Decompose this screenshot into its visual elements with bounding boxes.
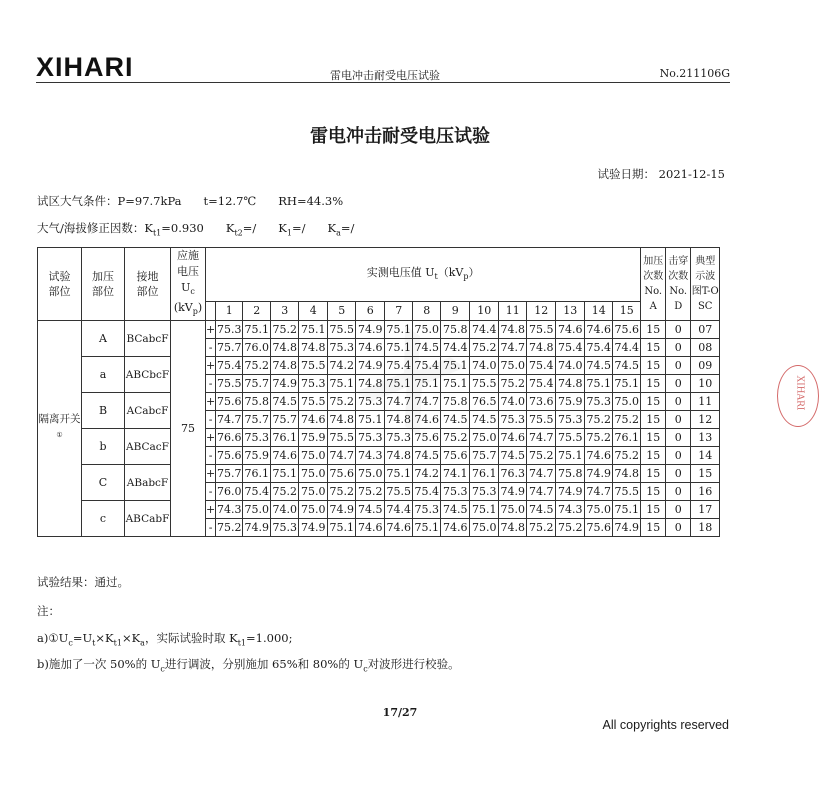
measured-voltage-cell: 74.2 (413, 465, 441, 483)
measured-voltage-cell: 75.1 (243, 321, 271, 339)
measured-voltage-cell: 76.3 (499, 465, 527, 483)
shot-number-header: 11 (499, 302, 527, 321)
page-title: 雷电冲击耐受电压试验 (310, 126, 490, 147)
shot-count-cell: 15 (641, 483, 666, 501)
measured-voltage-cell: 74.6 (413, 411, 441, 429)
polarity-cell: + (206, 501, 216, 519)
apply-part-cell: c (82, 501, 125, 537)
waveform-cell: 16 (691, 483, 720, 501)
measured-voltage-cell: 75.4 (216, 357, 243, 375)
measured-voltage-cell: 75.3 (556, 411, 585, 429)
measured-voltage-cell: 75.7 (216, 465, 243, 483)
measured-voltage-cell: 74.9 (356, 357, 385, 375)
measured-voltage-cell: 74.9 (271, 375, 299, 393)
header-withstand-voltage: 应施电压 $U_c$ $(kV_p)$ (171, 248, 206, 321)
measured-voltage-cell: 74.5 (441, 501, 470, 519)
measured-voltage-cell: 73.6 (527, 393, 556, 411)
measured-voltage-cell: 74.6 (271, 447, 299, 465)
measured-voltage-cell: 76.1 (271, 429, 299, 447)
measured-voltage-cell: 76.0 (216, 483, 243, 501)
measured-voltage-cell: 74.9 (243, 519, 271, 537)
waveform-cell: 17 (691, 501, 720, 519)
header-test-part: 试验部位 (38, 248, 82, 321)
temperature-value: t=12.7℃ (203, 194, 257, 208)
shot-number-header: 7 (385, 302, 413, 321)
measured-voltage-cell: 74.0 (271, 501, 299, 519)
measured-voltage-cell: 74.3 (216, 501, 243, 519)
measured-voltage-cell: 75.4 (556, 339, 585, 357)
breakdown-count-cell: 0 (666, 393, 691, 411)
header-waveform: 典型示波图T-OSC (691, 248, 720, 321)
measured-voltage-cell: 74.7 (328, 447, 356, 465)
measured-voltage-cell: 74.8 (499, 321, 527, 339)
measured-voltage-cell: 74.0 (499, 393, 527, 411)
measured-voltage-cell: 75.1 (385, 321, 413, 339)
measured-voltage-cell: 75.6 (613, 321, 641, 339)
measured-voltage-cell: 75.7 (271, 411, 299, 429)
breakdown-count-cell: 0 (666, 429, 691, 447)
shot-number-header: 8 (413, 302, 441, 321)
measured-voltage-cell: 75.1 (613, 501, 641, 519)
shot-count-cell: 15 (641, 339, 666, 357)
measured-voltage-cell: 75.5 (299, 357, 328, 375)
shot-number-header: 12 (527, 302, 556, 321)
measured-voltage-cell: 75.7 (243, 375, 271, 393)
measured-voltage-cell: 74.3 (556, 501, 585, 519)
measured-voltage-cell: 75.2 (216, 519, 243, 537)
measured-voltage-cell: 75.8 (441, 321, 470, 339)
apply-part-cell: A (82, 321, 125, 357)
waveform-cell: 15 (691, 465, 720, 483)
voltage-test-table (37, 247, 720, 537)
measured-voltage-cell: 75.5 (328, 321, 356, 339)
waveform-cell: 11 (691, 393, 720, 411)
measured-voltage-cell: 74.8 (271, 339, 299, 357)
measured-voltage-cell: 75.1 (385, 375, 413, 393)
measured-voltage-cell: 74.5 (271, 393, 299, 411)
header-apply-part: 加压部位 (82, 248, 125, 321)
conditions-label: 试区大气条件： (37, 194, 118, 208)
ground-part-cell: BCabcF (125, 321, 171, 357)
measured-voltage-cell: 75.1 (441, 375, 470, 393)
table-row (38, 357, 720, 375)
measured-voltage-cell: 75.1 (328, 375, 356, 393)
measured-voltage-cell: 75.1 (556, 447, 585, 465)
measured-voltage-cell: 75.8 (243, 393, 271, 411)
measured-voltage-cell: 75.3 (413, 501, 441, 519)
measured-voltage-cell: 74.8 (299, 339, 328, 357)
k1-factor: $K_1=/$ (278, 221, 306, 238)
measured-voltage-cell: 75.5 (328, 429, 356, 447)
measured-voltage-cell: 75.6 (328, 465, 356, 483)
measured-voltage-cell: 75.3 (328, 339, 356, 357)
measured-voltage-cell: 74.9 (499, 483, 527, 501)
measured-voltage-cell: 74.4 (613, 339, 641, 357)
measured-voltage-cell: 74.9 (328, 501, 356, 519)
test-object-cell: 隔离开关① (38, 321, 82, 537)
polarity-cell: - (206, 411, 216, 429)
measured-voltage-cell: 75.1 (299, 321, 328, 339)
measured-voltage-cell: 74.8 (613, 465, 641, 483)
table-row (38, 501, 720, 519)
shot-number-header: 2 (243, 302, 271, 321)
measured-voltage-cell: 75.3 (356, 429, 385, 447)
breakdown-count-cell: 0 (666, 357, 691, 375)
measured-voltage-cell: 74.5 (356, 501, 385, 519)
note-b: b)施加了一次 50%的 $U_c$进行调波，分别施加 65%和 80%的 $U_c$对波形进行校验。 (37, 657, 460, 674)
polarity-cell: + (206, 393, 216, 411)
humidity-value: RH=44.3% (278, 194, 344, 208)
measured-voltage-cell: 75.6 (216, 393, 243, 411)
measured-voltage-cell: 75.1 (328, 519, 356, 537)
table-row (38, 321, 720, 339)
shot-count-cell: 15 (641, 429, 666, 447)
measured-voltage-cell: 75.2 (585, 411, 613, 429)
measured-voltage-cell: 75.5 (613, 483, 641, 501)
measured-voltage-cell: 74.5 (441, 411, 470, 429)
note-label: 注： (37, 604, 60, 618)
measured-voltage-cell: 75.2 (499, 375, 527, 393)
measured-voltage-cell: 74.5 (527, 501, 556, 519)
apply-part-cell: C (82, 465, 125, 501)
measured-voltage-cell: 74.0 (556, 357, 585, 375)
breakdown-count-cell: 0 (666, 519, 691, 537)
shot-count-cell: 15 (641, 447, 666, 465)
table-row (38, 465, 720, 483)
shot-number-header: 13 (556, 302, 585, 321)
measured-voltage-cell: 74.8 (556, 375, 585, 393)
measured-voltage-cell: 76.1 (470, 465, 499, 483)
measured-voltage-cell: 75.3 (299, 375, 328, 393)
waveform-cell: 08 (691, 339, 720, 357)
measured-voltage-cell: 75.2 (271, 483, 299, 501)
measured-voltage-cell: 74.8 (385, 447, 413, 465)
measured-voltage-cell: 75.4 (385, 357, 413, 375)
header-divider (36, 82, 730, 83)
measured-voltage-cell: 75.9 (299, 429, 328, 447)
test-date: 试验日期： 2021-12-15 (597, 167, 725, 181)
polarity-cell: - (206, 339, 216, 357)
measured-voltage-cell: 74.7 (499, 339, 527, 357)
waveform-cell: 13 (691, 429, 720, 447)
measured-voltage-cell: 75.1 (613, 375, 641, 393)
measured-voltage-cell: 75.4 (243, 483, 271, 501)
waveform-cell: 07 (691, 321, 720, 339)
ka-factor: $K_a=/$ (327, 221, 355, 238)
measured-voltage-cell: 75.3 (385, 429, 413, 447)
measured-voltage-cell: 75.4 (413, 483, 441, 501)
measured-voltage-cell: 75.0 (470, 429, 499, 447)
measured-voltage-cell: 76.1 (243, 465, 271, 483)
measured-voltage-cell: 74.8 (356, 375, 385, 393)
measured-voltage-cell: 75.0 (613, 393, 641, 411)
sign-header-blank (206, 302, 216, 321)
measured-voltage-cell: 74.9 (299, 519, 328, 537)
measured-voltage-cell: 75.2 (271, 321, 299, 339)
measured-voltage-cell: 75.4 (585, 339, 613, 357)
measured-voltage-cell: 74.6 (556, 321, 585, 339)
measured-voltage-cell: 75.0 (499, 501, 527, 519)
table-row (38, 429, 720, 447)
measured-voltage-cell: 75.1 (385, 339, 413, 357)
ground-part-cell: ABabcF (125, 465, 171, 501)
shot-count-cell: 15 (641, 411, 666, 429)
header-title: 雷电冲击耐受电压试验 (330, 69, 440, 82)
shot-number-header: 5 (328, 302, 356, 321)
waveform-cell: 10 (691, 375, 720, 393)
measured-voltage-cell: 75.6 (216, 447, 243, 465)
measured-voltage-cell: 75.1 (413, 375, 441, 393)
measured-voltage-cell: 74.8 (385, 411, 413, 429)
measured-voltage-cell: 75.0 (499, 357, 527, 375)
measured-voltage-cell: 74.8 (527, 339, 556, 357)
measured-voltage-cell: 75.2 (243, 357, 271, 375)
header-breakdown-count: 击穿次数No.D (666, 248, 691, 321)
measured-voltage-cell: 75.9 (243, 447, 271, 465)
measured-voltage-cell: 75.6 (441, 447, 470, 465)
measured-voltage-cell: 74.7 (527, 465, 556, 483)
measured-voltage-cell: 74.9 (556, 483, 585, 501)
breakdown-count-cell: 0 (666, 483, 691, 501)
measured-voltage-cell: 75.2 (328, 393, 356, 411)
measured-voltage-cell: 75.7 (470, 447, 499, 465)
shot-number-header: 10 (470, 302, 499, 321)
measured-voltage-cell: 74.6 (385, 519, 413, 537)
waveform-cell: 12 (691, 411, 720, 429)
measured-voltage-cell: 75.1 (585, 375, 613, 393)
measured-voltage-cell: 74.5 (499, 447, 527, 465)
shot-count-cell: 15 (641, 357, 666, 375)
header-measured-voltage: 实测电压值 $U_t(kV_p)$ (206, 248, 641, 302)
waveform-cell: 14 (691, 447, 720, 465)
measured-voltage-cell: 75.0 (299, 501, 328, 519)
measured-voltage-cell: 74.9 (585, 465, 613, 483)
measured-voltage-cell: 74.6 (585, 447, 613, 465)
measured-voltage-cell: 74.7 (413, 393, 441, 411)
apply-part-cell: a (82, 357, 125, 393)
polarity-cell: - (206, 483, 216, 501)
polarity-cell: - (206, 447, 216, 465)
measured-voltage-cell: 75.2 (356, 483, 385, 501)
polarity-cell: - (206, 375, 216, 393)
measured-voltage-cell: 75.2 (441, 429, 470, 447)
measured-voltage-cell: 75.8 (441, 393, 470, 411)
measured-voltage-cell: 74.7 (585, 483, 613, 501)
measured-voltage-cell: 74.4 (470, 321, 499, 339)
measured-voltage-cell: 74.9 (613, 519, 641, 537)
measured-voltage-cell: 74.6 (356, 339, 385, 357)
header-shot-count: 加压次数No.A (641, 248, 666, 321)
measured-voltage-cell: 75.1 (356, 411, 385, 429)
measured-voltage-cell: 75.0 (356, 465, 385, 483)
measured-voltage-cell: 75.2 (613, 411, 641, 429)
measured-voltage-cell: 76.5 (470, 393, 499, 411)
measured-voltage-cell: 75.4 (527, 375, 556, 393)
kt2-factor: $K_{t2}=/$ (225, 221, 257, 238)
shot-number-header: 1 (216, 302, 243, 321)
measured-voltage-cell: 75.3 (216, 321, 243, 339)
measured-voltage-cell: 75.0 (585, 501, 613, 519)
measured-voltage-cell: 76.0 (243, 339, 271, 357)
polarity-cell: + (206, 321, 216, 339)
measured-voltage-cell: 75.2 (585, 429, 613, 447)
measured-voltage-cell: 75.5 (470, 375, 499, 393)
measured-voltage-cell: 75.0 (299, 447, 328, 465)
measured-voltage-cell: 75.7 (243, 411, 271, 429)
measured-voltage-cell: 74.7 (527, 483, 556, 501)
measured-voltage-cell: 74.6 (299, 411, 328, 429)
measured-voltage-cell: 75.3 (470, 483, 499, 501)
measured-voltage-cell: 76.1 (613, 429, 641, 447)
company-logo: XIHARI (36, 52, 134, 82)
measured-voltage-cell: 74.4 (441, 339, 470, 357)
measured-voltage-cell: 75.1 (271, 465, 299, 483)
measured-voltage-cell: 74.7 (216, 411, 243, 429)
measured-voltage-cell: 75.0 (413, 321, 441, 339)
shot-number-header: 9 (441, 302, 470, 321)
waveform-cell: 18 (691, 519, 720, 537)
measured-voltage-cell: 74.5 (413, 339, 441, 357)
measured-voltage-cell: 75.8 (556, 465, 585, 483)
measured-voltage-cell: 75.2 (527, 447, 556, 465)
measured-voltage-cell: 75.1 (470, 501, 499, 519)
polarity-cell: - (206, 519, 216, 537)
measured-voltage-cell: 74.2 (328, 357, 356, 375)
measured-voltage-cell: 76.6 (216, 429, 243, 447)
shot-count-cell: 15 (641, 375, 666, 393)
measured-voltage-cell: 75.1 (385, 465, 413, 483)
measured-voltage-cell: 75.3 (585, 393, 613, 411)
breakdown-count-cell: 0 (666, 321, 691, 339)
kt1-factor: $K_{t1}=0.930$ (144, 221, 204, 238)
measured-voltage-cell: 74.5 (613, 357, 641, 375)
measured-voltage-cell: 74.0 (470, 357, 499, 375)
measured-voltage-cell: 74.6 (585, 321, 613, 339)
pressure-value: P=97.7kPa (117, 194, 182, 208)
measured-voltage-cell: 75.3 (441, 483, 470, 501)
measured-voltage-cell: 74.8 (328, 411, 356, 429)
measured-voltage-cell: 75.3 (243, 429, 271, 447)
page-number: 17/27 (382, 706, 418, 719)
apply-part-cell: b (82, 429, 125, 465)
measured-voltage-cell: 74.5 (470, 411, 499, 429)
ground-part-cell: ABCabF (125, 501, 171, 537)
polarity-cell: + (206, 465, 216, 483)
measured-voltage-cell: 75.3 (356, 393, 385, 411)
ground-part-cell: ACabcF (125, 393, 171, 429)
measured-voltage-cell: 75.0 (243, 501, 271, 519)
measured-voltage-cell: 75.2 (613, 447, 641, 465)
shot-number-header: 14 (585, 302, 613, 321)
measured-voltage-cell: 74.5 (413, 447, 441, 465)
table-row (38, 393, 720, 411)
waveform-cell: 09 (691, 357, 720, 375)
measured-voltage-cell: 74.6 (356, 519, 385, 537)
breakdown-count-cell: 0 (666, 447, 691, 465)
measured-voltage-cell: 75.4 (527, 357, 556, 375)
measured-voltage-cell: 74.4 (385, 501, 413, 519)
measured-voltage-cell: 75.2 (556, 519, 585, 537)
breakdown-count-cell: 0 (666, 375, 691, 393)
shot-count-cell: 15 (641, 393, 666, 411)
polarity-cell: + (206, 429, 216, 447)
measured-voltage-cell: 74.7 (385, 393, 413, 411)
measured-voltage-cell: 74.6 (441, 519, 470, 537)
measured-voltage-cell: 75.6 (585, 519, 613, 537)
measured-voltage-cell: 74.8 (271, 357, 299, 375)
measured-voltage-cell: 75.1 (441, 357, 470, 375)
measured-voltage-cell: 74.3 (356, 447, 385, 465)
measured-voltage-cell: 74.5 (585, 357, 613, 375)
measured-voltage-cell: 75.5 (556, 429, 585, 447)
measured-voltage-cell: 75.4 (413, 357, 441, 375)
measured-voltage-cell: 75.6 (413, 429, 441, 447)
breakdown-count-cell: 0 (666, 339, 691, 357)
measured-voltage-cell: 75.5 (527, 411, 556, 429)
shot-number-header: 3 (271, 302, 299, 321)
copyright-notice: All copyrights reserved (602, 718, 729, 732)
seal-stamp: XIHARI (777, 365, 819, 427)
correction-factors (37, 220, 376, 237)
breakdown-count-cell: 0 (666, 465, 691, 483)
measured-voltage-cell: 75.0 (299, 465, 328, 483)
shot-number-header: 15 (613, 302, 641, 321)
apply-part-cell: B (82, 393, 125, 429)
measured-voltage-cell: 75.9 (556, 393, 585, 411)
shot-count-cell: 15 (641, 501, 666, 519)
measured-voltage-cell: 75.2 (328, 483, 356, 501)
shot-number-header: 6 (356, 302, 385, 321)
measured-voltage-cell: 75.5 (527, 321, 556, 339)
ground-part-cell: ABCacF (125, 429, 171, 465)
correction-label: 大气/海拔修正因数： (37, 221, 145, 235)
measured-voltage-cell: 75.5 (299, 393, 328, 411)
shot-number-header: 4 (299, 302, 328, 321)
measured-voltage-cell: 75.0 (299, 483, 328, 501)
test-result: 试验结果：通过。 (37, 575, 129, 589)
measured-voltage-cell: 75.1 (413, 519, 441, 537)
measured-voltage-cell: 74.9 (356, 321, 385, 339)
measured-voltage-cell: 75.2 (527, 519, 556, 537)
measured-voltage-cell: 74.8 (499, 519, 527, 537)
breakdown-count-cell: 0 (666, 411, 691, 429)
withstand-voltage-cell: 75 (171, 321, 206, 537)
header-ground-part: 接地部位 (125, 248, 171, 321)
measured-voltage-cell: 75.7 (216, 339, 243, 357)
shot-count-cell: 15 (641, 519, 666, 537)
breakdown-count-cell: 0 (666, 501, 691, 519)
measured-voltage-cell: 74.6 (499, 429, 527, 447)
measured-voltage-cell: 75.5 (385, 483, 413, 501)
document-number: No.211106G (659, 67, 730, 80)
atmospheric-conditions (37, 193, 365, 209)
note-a: $a)①U_c=U_t\times K_{t1}\times K_a$，实际试验时取 $K_{t1}=1.000$; (37, 631, 293, 648)
shot-count-cell: 15 (641, 465, 666, 483)
measured-voltage-cell: 75.0 (470, 519, 499, 537)
measured-voltage-cell: 74.7 (527, 429, 556, 447)
shot-count-cell: 15 (641, 321, 666, 339)
ground-part-cell: ABCbcF (125, 357, 171, 393)
measured-voltage-cell: 74.1 (441, 465, 470, 483)
polarity-cell: + (206, 357, 216, 375)
measured-voltage-cell: 75.3 (499, 411, 527, 429)
measured-voltage-cell: 75.5 (216, 375, 243, 393)
measured-voltage-cell: 75.2 (470, 339, 499, 357)
measured-voltage-cell: 75.3 (271, 519, 299, 537)
